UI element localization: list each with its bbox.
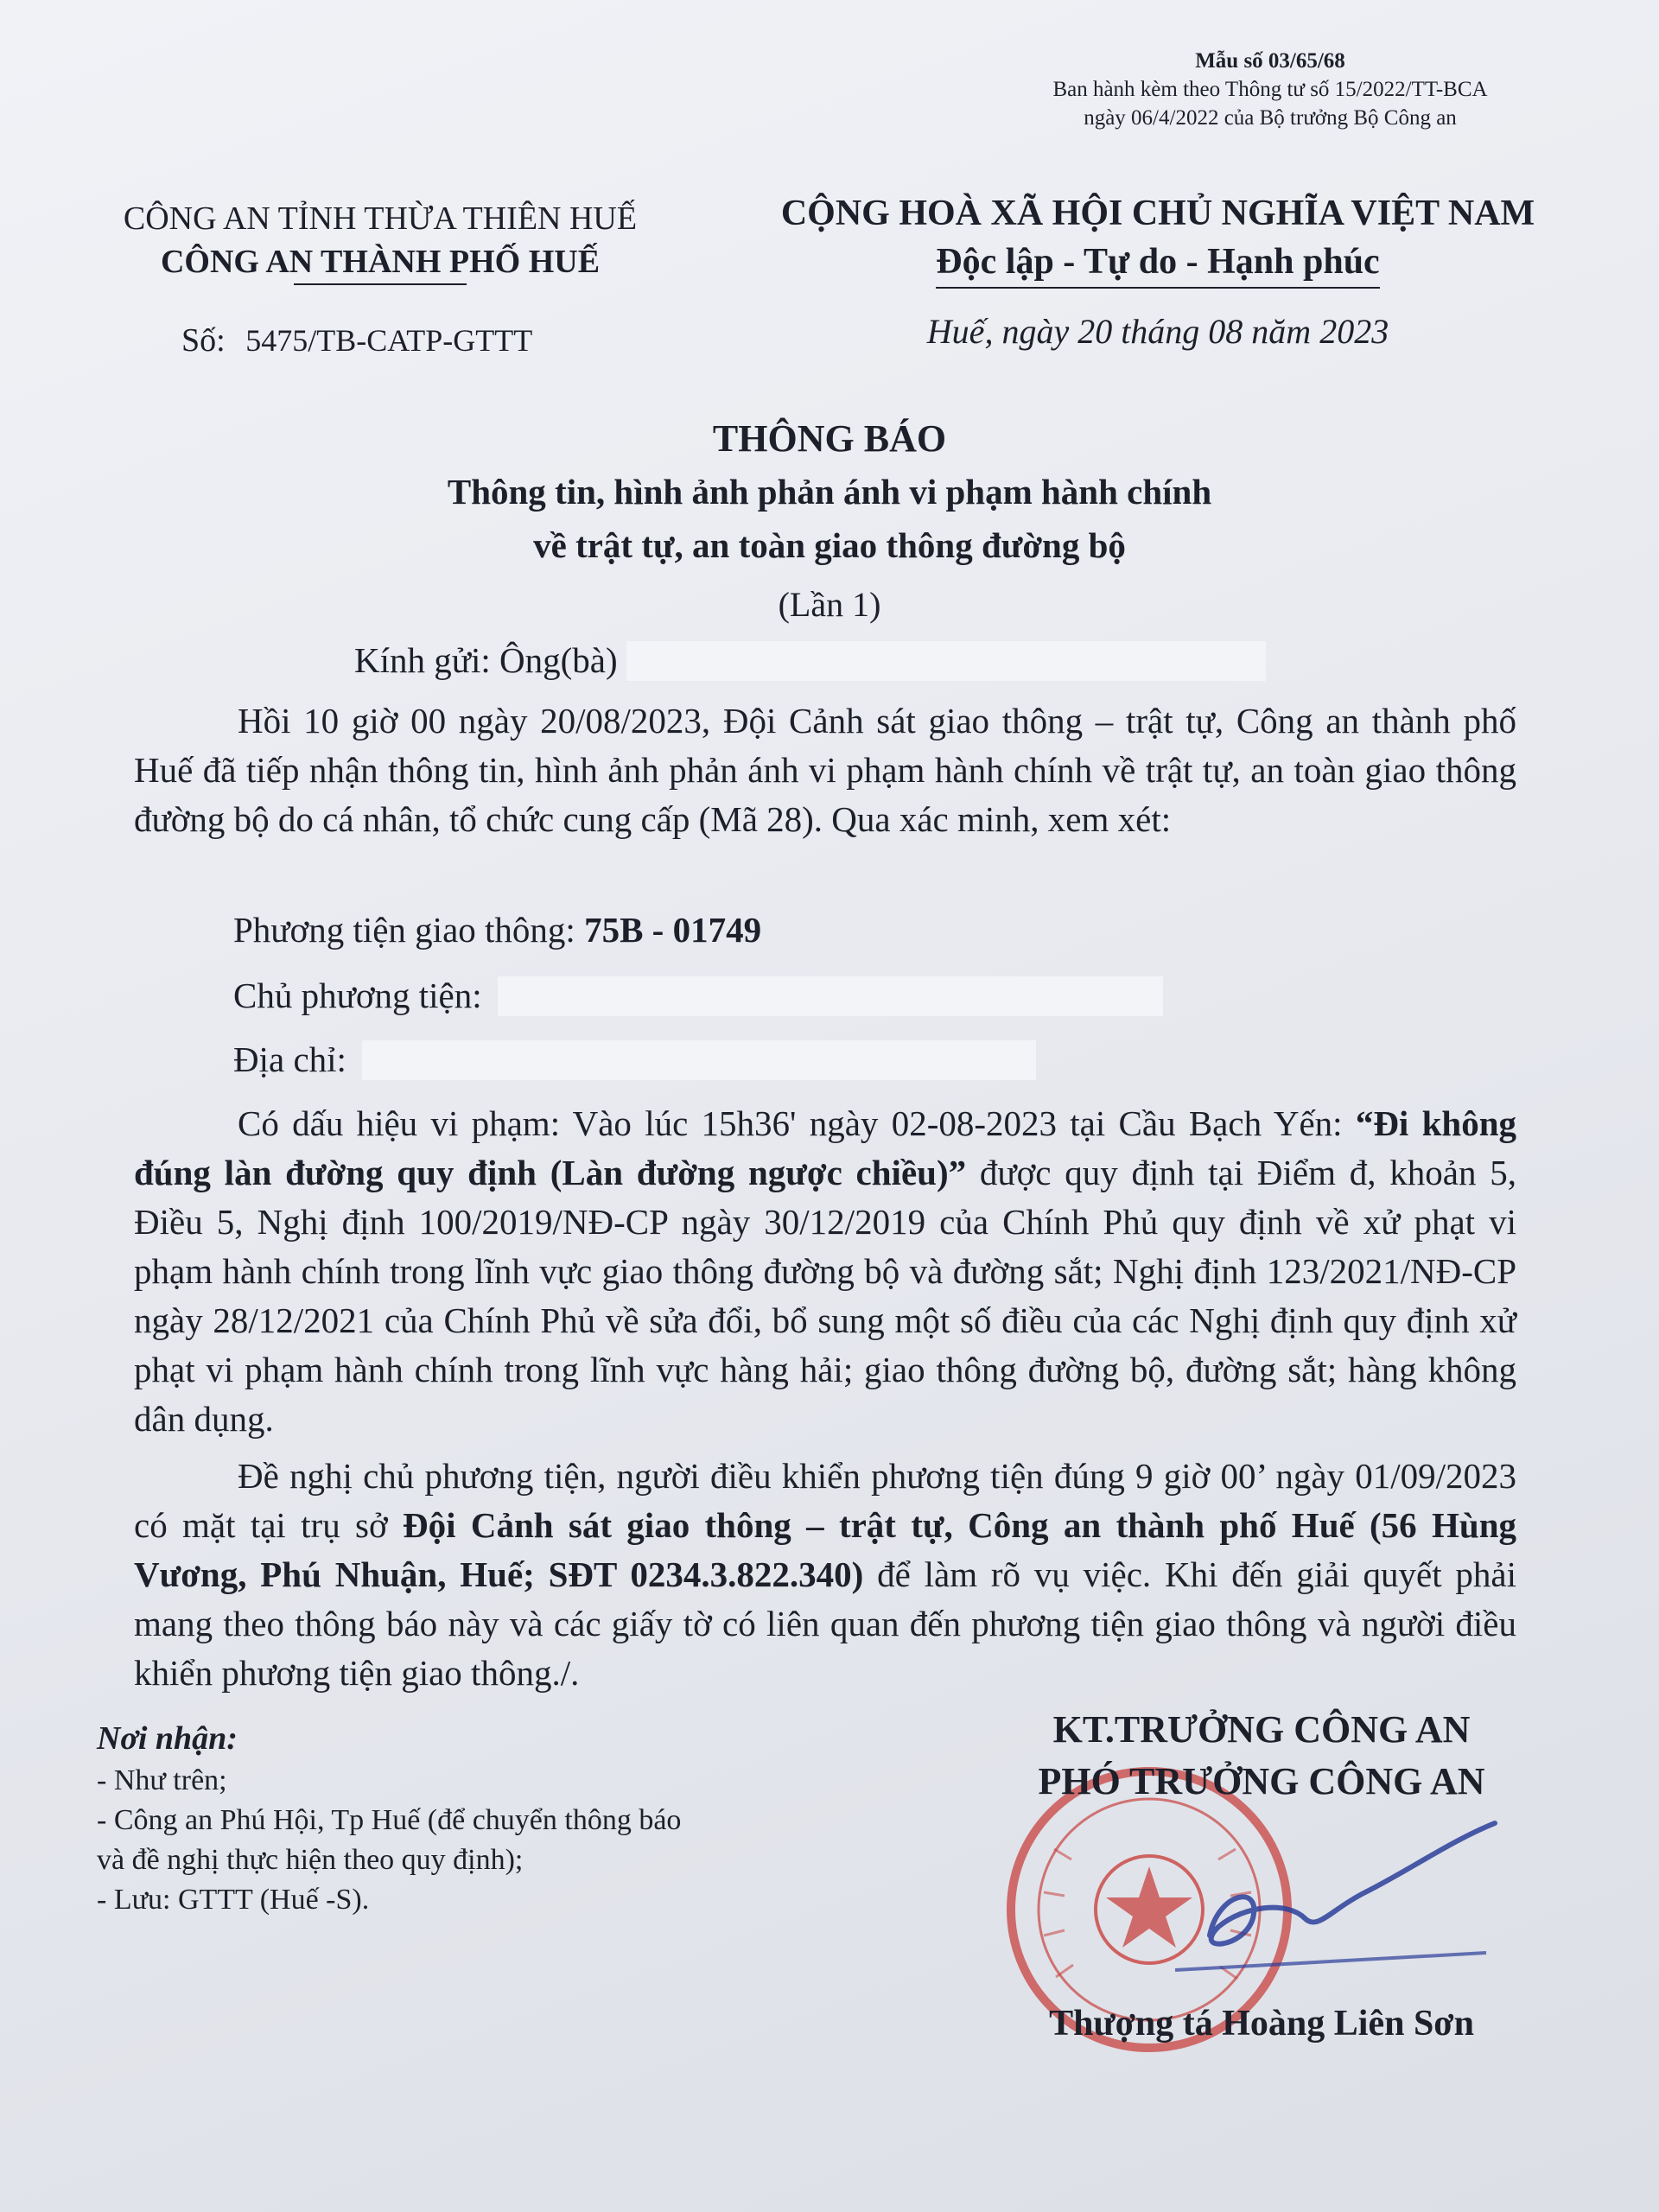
- document-date: Huế, ngày 20 tháng 08 năm 2023: [926, 312, 1389, 351]
- signature-title: [985, 1704, 1538, 1808]
- paragraph-violation: [134, 1099, 1516, 1444]
- owner-row: [233, 971, 1163, 1020]
- form-number: Mẫu số 03/65/68: [1195, 49, 1345, 73]
- parent-agency: CÔNG AN TỈNH THỪA THIÊN HUẾ: [123, 200, 638, 237]
- vehicle-label: Phương tiện giao thông:: [233, 910, 575, 950]
- signer-name: Thượng tá Hoàng Liên Sơn: [1049, 2004, 1474, 2044]
- attempt-number: (Lần 1): [778, 585, 881, 624]
- license-plate: 75B - 01749: [584, 910, 762, 950]
- handwritten-signature-icon: [1158, 1806, 1521, 1996]
- document-number-label: Số:: [181, 322, 226, 359]
- address-row: [233, 1035, 1036, 1084]
- request-place: Đội Cảnh sát giao thông – trật tự, Công an thành phố Huế (56 Hùng Vương, Phú Nhuận, Huế; SĐT 0234.3.822.340): [134, 1505, 1517, 1594]
- request-part-2: để làm rõ vụ việc. Khi đến giải quyết phải mang theo thông báo này và các giấy tờ có liên quan đến phương tiện giao thông và người điều khiển phương tiện giao thông./.: [134, 1554, 1516, 1693]
- agency-header: [78, 197, 683, 285]
- form-number-block: [968, 47, 1573, 132]
- state-name: CỘNG HOÀ XÃ HỘI CHỦ NGHĨA VIỆT NAM: [780, 194, 1535, 233]
- state-motto: Độc lập - Tự do - Hạnh phúc: [936, 238, 1379, 289]
- recipients-block: [97, 1716, 874, 1920]
- violation-offense: “Đi không đúng làn đường quy định (Làn đường ngược chiều)”: [134, 1103, 1516, 1192]
- document-number-value: 5475/TB-CATP-GTTT: [245, 323, 533, 358]
- document-number: [181, 321, 532, 359]
- document-title: THÔNG BÁO: [712, 417, 947, 460]
- recipient-item: - Công an Phú Hội, Tp Huế (để chuyển thông báo: [97, 1804, 682, 1836]
- form-issued-line-1: Ban hành kèm theo Thông tư số 15/2022/TT-BCA: [1052, 78, 1488, 101]
- address-redacted: [362, 1040, 1036, 1080]
- paragraph-request: [134, 1452, 1516, 1698]
- signature-title-1: KT.TRƯỞNG CÔNG AN: [1052, 1708, 1471, 1751]
- agency-underline: [294, 283, 467, 285]
- request-part-1: Đề nghị chủ phương tiện, người điều khiển phương tiện đúng 9 giờ 00’ ngày 01/09/2023 có mặt tại trụ sở: [134, 1456, 1516, 1545]
- recipients-heading: Nơi nhận:: [97, 1720, 238, 1757]
- vehicle-row: [233, 906, 761, 954]
- document-subtitle-1: Thông tin, hình ảnh phản ánh vi phạm hành chính: [447, 472, 1212, 512]
- title-block: [0, 413, 1659, 634]
- violation-legal-basis: được quy định tại Điểm đ, khoản 5, Điều 5, Nghị định 100/2019/NĐ-CP ngày 30/12/2019 của Chính Phủ quy định về xử phạt vi phạm hành chính trong lĩnh vực giao thông đường bộ và đường sắt; Nghị định 123/2021/NĐ-CP ngày 28/12/2021 của Chính Phủ về sửa đổi, bổ sung một số điều của các Nghị định quy định xử phạt vi phạm hành chính trong lĩnh vực hàng hải; giao thông đường bộ, đường sắt; hàng không dân dụng.: [134, 1153, 1516, 1439]
- owner-redacted: [498, 976, 1163, 1016]
- paragraph-received: Hồi 10 giờ 00 ngày 20/08/2023, Đội Cảnh sát giao thông – trật tự, Công an thành phố Huế đã tiếp nhận thông tin, hình ảnh phản ánh vi phạm hành chính về trật tự, an toàn giao thông đường bộ do cá nhân, tổ chức cung cấp (Mã 28). Qua xác minh, xem xét:: [134, 701, 1516, 839]
- violation-intro: Có dấu hiệu vi phạm: Vào lúc 15h36' ngày 02-08-2023 tại Cầu Bạch Yến:: [238, 1103, 1343, 1143]
- recipient-item: và đề nghị thực hiện theo quy định);: [97, 1844, 524, 1876]
- form-issued-line-2: ngày 06/4/2022 của Bộ trưởng Bộ Công an: [1084, 106, 1457, 130]
- addressee-label: Kính gửi: Ông(bà): [354, 640, 618, 680]
- state-header: [726, 188, 1590, 289]
- document-subtitle-2: về trật tự, an toàn giao thông đường bộ: [533, 525, 1126, 565]
- recipient-item: - Lưu: GTTT (Huế -S).: [97, 1884, 370, 1916]
- recipient-item: - Như trên;: [97, 1764, 227, 1796]
- address-label: Địa chỉ:: [233, 1039, 346, 1079]
- addressee: [354, 636, 1659, 685]
- owner-label: Chủ phương tiện:: [233, 976, 482, 1015]
- issuing-unit: CÔNG AN THÀNH PHỐ HUẾ: [160, 244, 601, 280]
- addressee-redacted: [626, 641, 1266, 681]
- signature-title-2: PHÓ TRƯỞNG CÔNG AN: [1038, 1760, 1485, 1802]
